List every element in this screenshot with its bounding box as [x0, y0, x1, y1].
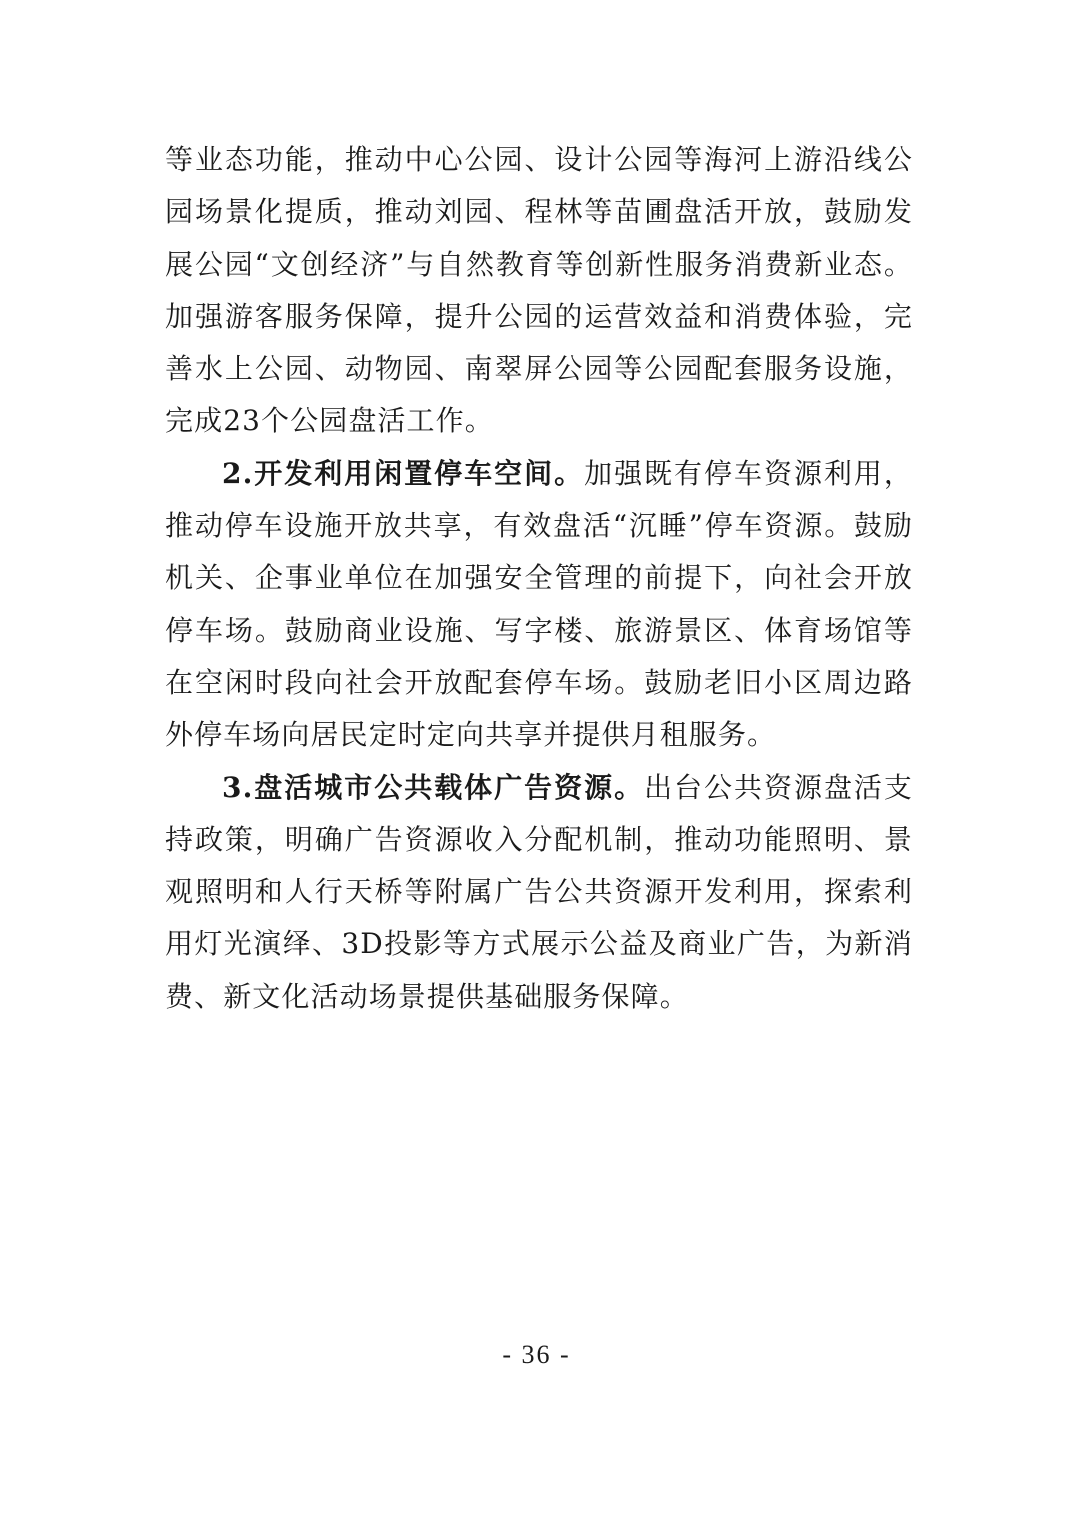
heading-parking: 2.开发利用闲置停车空间。 — [222, 456, 585, 490]
heading-advertising: 3.盘活城市公共载体广告资源。 — [222, 770, 645, 804]
paragraph-parks-text: 等业态功能，推动中心公园、设计公园等海河上游沿线公园场景化提质，推动刘园、程林等苗圃盘活开放，鼓励发展公园“文创经济”与自然教育等创新性服务消费新业态。加强游客服务保障，提升公园的运营效益和消费体验，完善水上公园、动物园、南翠屏公园等公园配套服务设施，完成23个公园盘活工作。 — [165, 143, 913, 438]
paragraph-parks — [165, 134, 913, 448]
page-number: - 36 - — [502, 1340, 571, 1369]
paragraph-parking-text: 加强既有停车资源利用，推动停车设施开放共享，有效盘活“沉睡”停车资源。鼓励机关、企事业单位在加强安全管理的前提下，向社会开放停车场。鼓励商业设施、写字楼、旅游景区、体育场馆等在空闲时段向社会开放配套停车场。鼓励老旧小区周边路外停车场向居民定时定向共享并提供月租服务。 — [165, 456, 913, 752]
paragraph-advertising — [165, 762, 913, 1023]
paragraph-parking — [165, 448, 913, 762]
paragraph-advertising-text: 出台公共资源盘活支持政策，明确广告资源收入分配机制，推动功能照明、景观照明和人行天桥等附属广告公共资源开发利用，探索利用灯光演绎、3D投影等方式展示公益及商业广告，为新消费、新文化活动场景提供基础服务保障。 — [165, 770, 914, 1013]
body-text — [165, 134, 913, 1023]
